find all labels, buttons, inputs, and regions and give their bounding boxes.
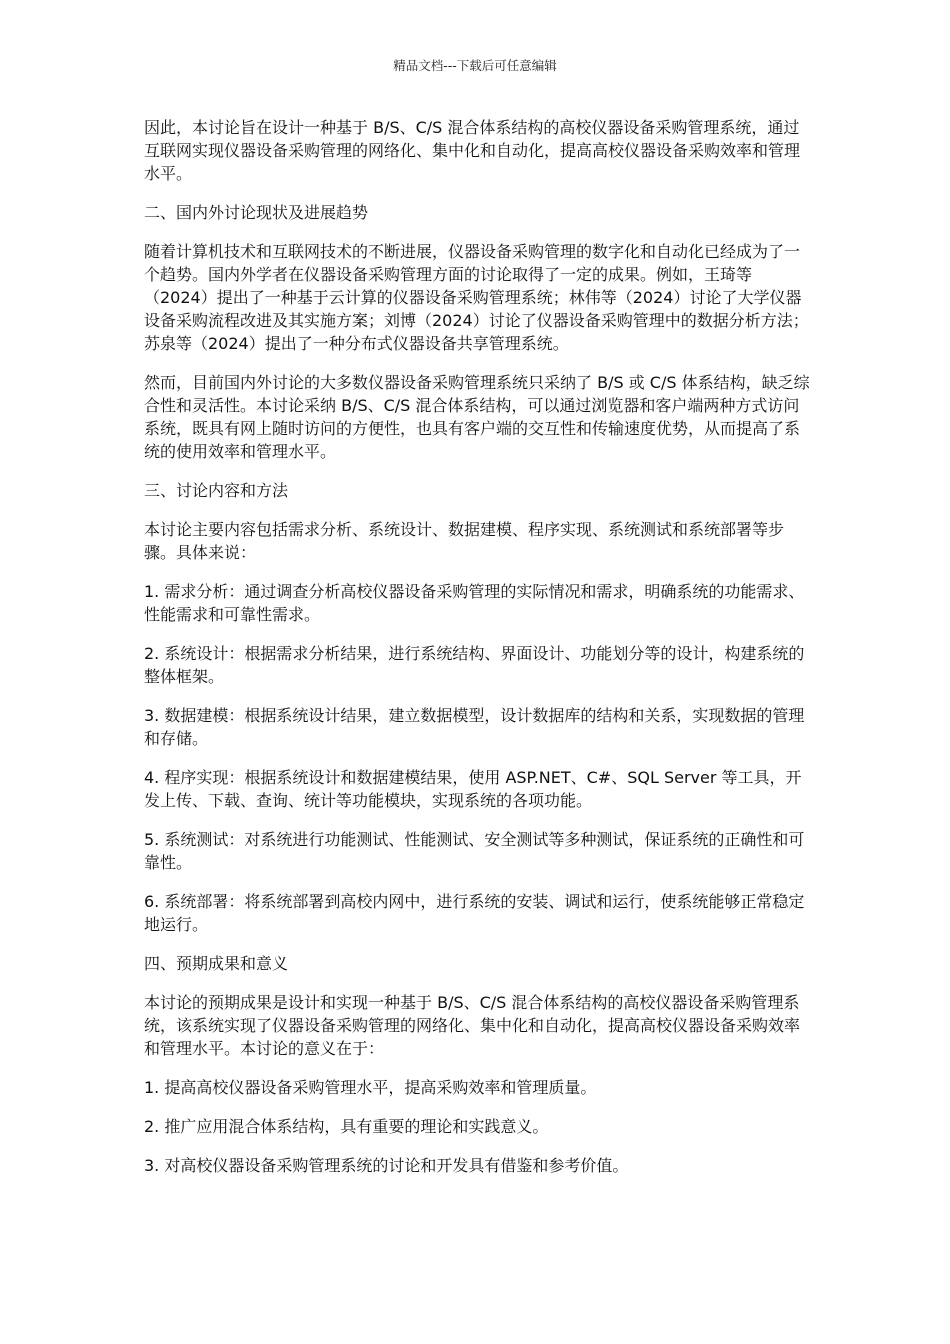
document-body [144,116,812,1193]
section-heading-expected-results: 四、预期成果和意义 [144,954,289,973]
paragraph-content-overview: 本讨论主要内容包括需求分析、系统设计、数据建模、程序实现、系统测试和系统部署等步骤。具体来说： [144,520,785,562]
list-item-significance-1: 1. 提高高校仪器设备采购管理水平，提高采购效率和管理质量。 [144,1078,597,1097]
paragraph-expected-results: 本讨论的预期成果是设计和实现一种基于 B/S、C/S 混合体系结构的高校仪器设备采购管理系统，该系统实现了仪器设备采购管理的网络化、集中化和自动化，提高高校仪器设备采购效率和管理水平。本讨论的意义在于： [144,993,801,1058]
section-heading-content-methods: 三、讨论内容和方法 [144,481,289,500]
list-item-significance-2: 2. 推广应用混合体系结构，具有重要的理论和实践意义。 [144,1117,549,1136]
list-item-deployment: 6. 系统部署：将系统部署到高校内网中，进行系统的安装、调试和运行，使系统能够正常稳定地运行。 [144,892,805,934]
list-item-requirements: 1. 需求分析：通过调查分析高校仪器设备采购管理的实际情况和需求，明确系统的功能需求、性能需求和可靠性需求。 [144,582,805,624]
paragraph-status-2: 然而，目前国内外讨论的大多数仪器设备采购管理系统只采纳了 B/S 或 C/S 体系结构，缺乏综合性和灵活性。本讨论采纳 B/S、C/S 混合体系结构，可以通过浏览器和客户端两种方式访问系统，既具有网上随时访问的方便性，也具有客户端的交互性和传输速度优势，从而提高了系统的使用效率和管理水平。 [144,373,810,461]
list-item-testing: 5. 系统测试：对系统进行功能测试、性能测试、安全测试等多种测试，保证系统的正确性和可靠性。 [144,830,805,872]
list-item-data-modeling: 3. 数据建模：根据系统设计结果，建立数据模型，设计数据库的结构和关系，实现数据的管理和存储。 [144,706,805,748]
paragraph-intro: 因此，本讨论旨在设计一种基于 B/S、C/S 混合体系结构的高校仪器设备采购管理系统，通过互联网实现仪器设备采购管理的网络化、集中化和自动化，提高高校仪器设备采购效率和管理水平。 [144,118,801,183]
section-heading-research-status: 二、国内外讨论现状及进展趋势 [144,203,369,222]
list-item-significance-3: 3. 对高校仪器设备采购管理系统的讨论和开发具有借鉴和参考价值。 [144,1156,629,1175]
list-item-design: 2. 系统设计：根据需求分析结果，进行系统结构、界面设计、功能划分等的设计，构建系统的整体框架。 [144,644,805,686]
paragraph-status-1: 随着计算机技术和互联网技术的不断进展，仪器设备采购管理的数字化和自动化已经成为了一个趋势。国内外学者在仪器设备采购管理方面的讨论取得了一定的成果。例如，王琦等（2024）提出了一种基于云计算的仪器设备采购管理系统；林伟等（2024）讨论了大学仪器设备采购流程改进及其实施方案；刘博（2024）讨论了仪器设备采购管理中的数据分析方法；苏泉等（2024）提出了一种分布式仪器设备共享管理系统。 [144,242,809,353]
list-item-implementation: 4. 程序实现：根据系统设计和数据建模结果，使用 ASP.NET、C#、SQL Server 等工具，开发上传、下载、查询、统计等功能模块，实现系统的各项功能。 [144,768,802,810]
page-header: 精品文档---下载后可任意编辑 [393,58,557,73]
